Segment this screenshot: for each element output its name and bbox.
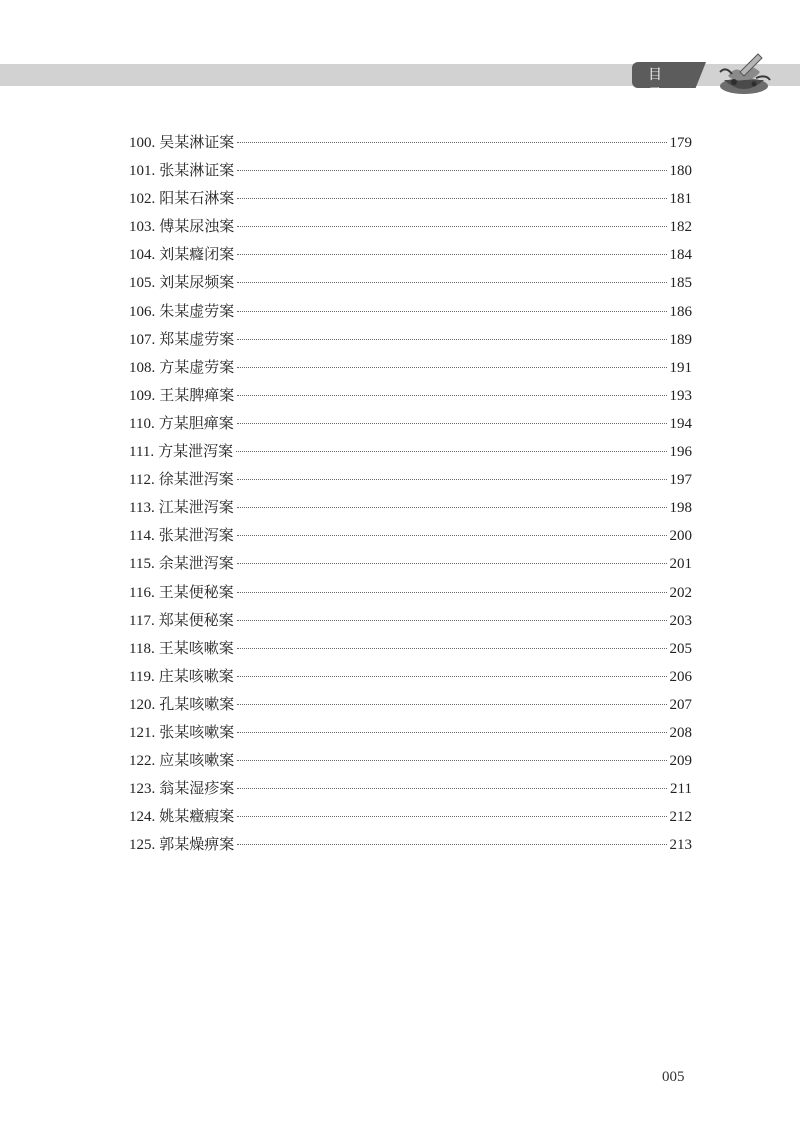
- dot-leader: [237, 198, 666, 199]
- dot-leader: [237, 311, 666, 312]
- toc-entry[interactable]: [129, 662, 692, 690]
- dot-leader: [237, 676, 667, 677]
- toc-entry-title: 阳某石淋案: [159, 189, 235, 208]
- toc-entry-number: 125.: [129, 837, 156, 854]
- toc-entry-number: 124.: [129, 809, 156, 826]
- toc-entry-page: 213: [669, 837, 692, 854]
- dot-leader: [237, 704, 666, 705]
- toc-entry-number: 103.: [129, 219, 156, 236]
- toc-entry[interactable]: [129, 156, 692, 184]
- toc-entry[interactable]: [129, 268, 692, 296]
- toc-entry[interactable]: [129, 325, 692, 353]
- dot-leader: [237, 254, 666, 255]
- toc-entry-number: 109.: [129, 387, 156, 404]
- toc-entry-number: 114.: [129, 528, 155, 545]
- toc-entry-title: 张某泄泻案: [158, 526, 234, 545]
- dot-leader: [237, 760, 666, 761]
- dot-leader: [237, 423, 667, 424]
- dot-leader: [237, 732, 666, 733]
- toc-entry-number: 113.: [129, 500, 155, 517]
- toc-entry-page: 182: [669, 219, 692, 236]
- toc-entry-title: 徐某泄泻案: [158, 470, 234, 489]
- toc-entry[interactable]: [129, 240, 692, 268]
- toc-entry-number: 105.: [129, 275, 156, 292]
- dot-leader: [237, 788, 667, 789]
- toc-entry-number: 112.: [129, 472, 155, 489]
- toc-entry-page: 189: [669, 331, 692, 348]
- toc-entry-page: 200: [669, 528, 692, 545]
- dot-leader: [237, 282, 666, 283]
- dot-leader: [237, 395, 666, 396]
- dot-leader: [237, 367, 666, 368]
- dot-leader: [237, 648, 667, 649]
- dot-leader: [237, 563, 667, 564]
- toc-entry-number: 117.: [129, 612, 155, 629]
- dot-leader: [237, 844, 666, 845]
- toc-entry-title: 刘某尿频案: [159, 273, 235, 292]
- dot-leader: [236, 451, 666, 452]
- toc-entry-title: 刘某癃闭案: [159, 245, 235, 264]
- toc-entry-title: 方某虚劳案: [159, 357, 235, 376]
- toc-entry[interactable]: [129, 128, 692, 156]
- toc-entry-title: 姚某癥瘕案: [159, 807, 235, 826]
- toc-entry-number: 104.: [129, 247, 156, 264]
- dot-leader: [237, 816, 666, 817]
- toc-entry-page: 196: [669, 444, 692, 461]
- dot-leader: [237, 339, 666, 340]
- toc-entry-page: 201: [669, 556, 692, 573]
- toc-entry-number: 101.: [129, 163, 156, 180]
- toc-entry[interactable]: [129, 409, 692, 437]
- toc-entry-title: 翁某湿疹案: [159, 779, 235, 798]
- toc-entry[interactable]: [129, 381, 692, 409]
- dot-leader: [237, 226, 666, 227]
- toc-entry-page: 191: [669, 359, 692, 376]
- toc-entry-title: 王某脾瘅案: [159, 385, 235, 404]
- toc-entry-page: 197: [669, 472, 692, 489]
- toc-entry-page: 184: [669, 247, 692, 264]
- toc-entry-page: 205: [669, 640, 692, 657]
- toc-entry-title: 吴某淋证案: [159, 133, 235, 151]
- toc-entry-number: 115.: [129, 556, 155, 573]
- toc-entry-number: 118.: [129, 640, 155, 657]
- toc-entry-number: 110.: [129, 415, 155, 432]
- toc-entry-page: 179: [669, 135, 692, 151]
- toc-entry-number: 100.: [129, 135, 156, 151]
- toc-entry-title: 张某咳嗽案: [159, 722, 235, 741]
- dot-leader: [237, 170, 666, 171]
- toc-entry-number: 107.: [129, 331, 156, 348]
- dot-leader: [237, 620, 667, 621]
- toc-entry-page: 208: [669, 724, 692, 741]
- dot-leader: [237, 507, 667, 508]
- toc-entry-title: 应某咳嗽案: [159, 751, 235, 770]
- toc-entry-page: 181: [669, 191, 692, 208]
- table-of-contents: [129, 128, 692, 858]
- toc-entry-title: 王某咳嗽案: [158, 638, 234, 657]
- dot-leader: [237, 142, 666, 143]
- toc-entry[interactable]: [129, 521, 692, 549]
- toc-entry[interactable]: [129, 578, 692, 606]
- toc-entry-title: 方某胆瘅案: [158, 413, 234, 432]
- toc-entry-title: 傅某尿浊案: [159, 217, 235, 236]
- toc-entry-title: 庄某咳嗽案: [158, 666, 234, 685]
- toc-entry-number: 123.: [129, 781, 156, 798]
- toc-entry-number: 102.: [129, 191, 156, 208]
- dot-leader: [237, 535, 667, 536]
- toc-entry-title: 方某泄泻案: [158, 442, 234, 461]
- toc-entry-title: 余某泄泻案: [158, 554, 234, 573]
- toc-entry-number: 111.: [129, 444, 155, 461]
- toc-entry-page: 209: [669, 753, 692, 770]
- toc-entry-number: 120.: [129, 696, 156, 713]
- toc-entry[interactable]: [129, 184, 692, 212]
- toc-entry-number: 121.: [129, 724, 156, 741]
- toc-entry-page: 202: [669, 584, 692, 601]
- toc-entry[interactable]: [129, 774, 692, 802]
- toc-entry[interactable]: [129, 465, 692, 493]
- toc-entry-page: 180: [669, 163, 692, 180]
- toc-entry[interactable]: [129, 297, 692, 325]
- section-title: 目 录: [648, 67, 670, 103]
- toc-entry-title: 孔某咳嗽案: [159, 694, 235, 713]
- toc-entry-page: 198: [669, 500, 692, 517]
- toc-entry[interactable]: [129, 212, 692, 240]
- herbal-mortar-logo-icon: [714, 50, 774, 96]
- toc-entry[interactable]: [129, 746, 692, 774]
- toc-entry-title: 郑某虚劳案: [159, 329, 235, 348]
- toc-entry-page: 193: [669, 387, 692, 404]
- toc-entry-page: 207: [669, 696, 692, 713]
- dot-leader: [237, 592, 667, 593]
- toc-entry-page: 206: [669, 668, 692, 685]
- toc-entry-title: 江某泄泻案: [158, 498, 234, 517]
- toc-entry-number: 108.: [129, 359, 156, 376]
- page-number: 005: [662, 1069, 685, 1085]
- toc-entry[interactable]: [129, 549, 692, 577]
- toc-entry-page: 185: [669, 275, 692, 292]
- toc-entry-page: 194: [669, 415, 692, 432]
- toc-entry[interactable]: [129, 437, 692, 465]
- toc-entry[interactable]: [129, 606, 692, 634]
- toc-entry[interactable]: [129, 718, 692, 746]
- toc-entry[interactable]: [129, 802, 692, 830]
- toc-entry-number: 119.: [129, 668, 155, 685]
- toc-entry-title: 王某便秘案: [158, 582, 234, 601]
- toc-entry[interactable]: [129, 493, 692, 521]
- toc-entry[interactable]: [129, 634, 692, 662]
- toc-entry-number: 106.: [129, 303, 156, 320]
- toc-entry-title: 郑某便秘案: [158, 610, 234, 629]
- toc-entry-page: 186: [669, 303, 692, 320]
- toc-entry-title: 张某淋证案: [159, 161, 235, 180]
- toc-entry-number: 122.: [129, 753, 156, 770]
- dot-leader: [237, 479, 667, 480]
- toc-entry-title: 郭某燥痹案: [159, 835, 235, 854]
- toc-entry-number: 116.: [129, 584, 155, 601]
- toc-entry[interactable]: [129, 353, 692, 381]
- toc-entry-page: 211: [670, 781, 692, 798]
- toc-entry[interactable]: [129, 690, 692, 718]
- toc-entry-title: 朱某虚劳案: [159, 301, 235, 320]
- toc-entry-page: 203: [669, 612, 692, 629]
- toc-entry-page: 212: [669, 809, 692, 826]
- toc-entry[interactable]: [129, 830, 692, 858]
